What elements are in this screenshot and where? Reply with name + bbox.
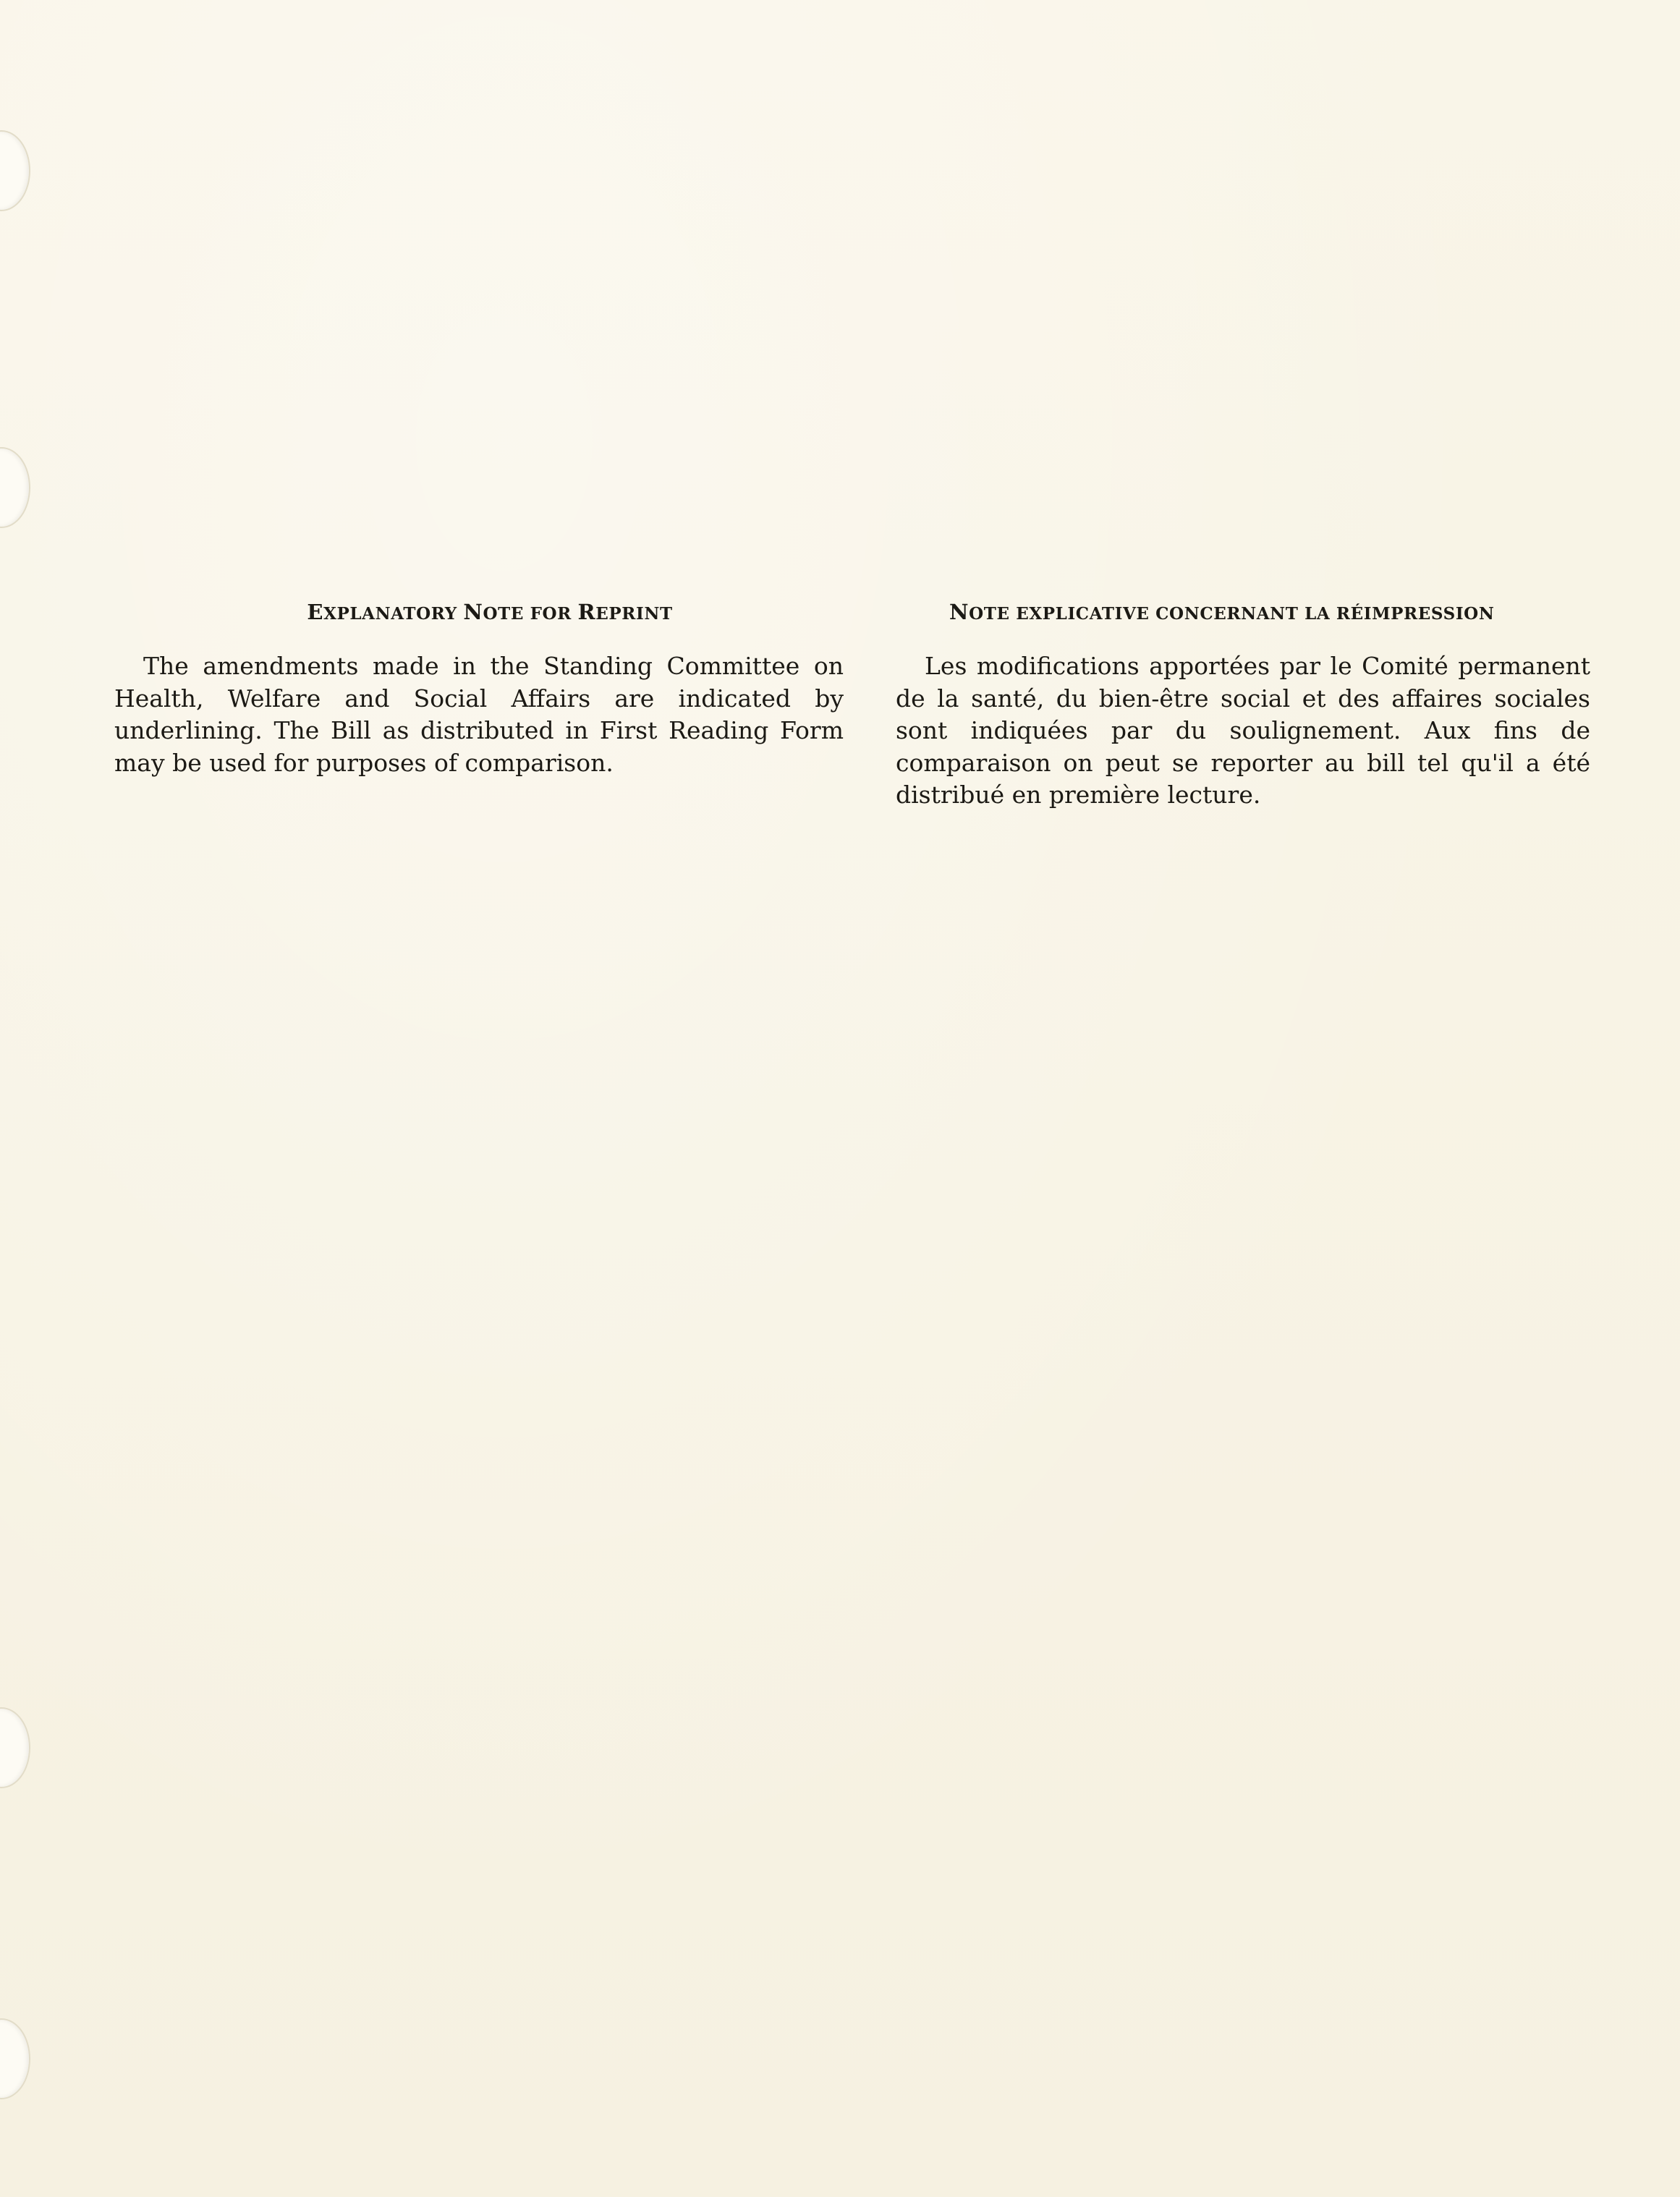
english-note xyxy=(114,598,844,779)
heading-initial: R xyxy=(577,600,596,624)
binder-hole-middle xyxy=(0,447,30,528)
heading-initial: N xyxy=(463,600,483,624)
heading-word: XPLANATORY xyxy=(323,604,464,624)
heading-initial: E xyxy=(307,600,324,624)
english-note-heading xyxy=(114,598,844,629)
binder-hole-top xyxy=(0,130,30,211)
heading-word: OTE FOR xyxy=(483,604,578,624)
heading-initial: N xyxy=(949,600,970,624)
heading-word: OTE EXPLICATIVE CONCERNANT LA RÉIMPRESSION xyxy=(969,604,1495,624)
heading-word: EPRINT xyxy=(595,604,673,624)
binder-hole-bottom xyxy=(0,2018,30,2099)
french-note-body: Les modifications apportées par le Comité permanent de la santé, du bien-être social et des affaires sociales sont indiquées par du soulignement. Aux fins de comparaison on peut se reporter au bill tel qu'il a été distribué en première lecture. xyxy=(896,652,1590,809)
french-note-heading xyxy=(896,598,1590,629)
binder-hole-lower xyxy=(0,1707,30,1788)
french-note xyxy=(896,598,1590,812)
english-note-body: The amendments made in the Standing Committee on Health, Welfare and Social Affairs are indicated by underlining. The Bill as distributed in First Reading Form may be used for purposes of comparison. xyxy=(114,652,844,777)
